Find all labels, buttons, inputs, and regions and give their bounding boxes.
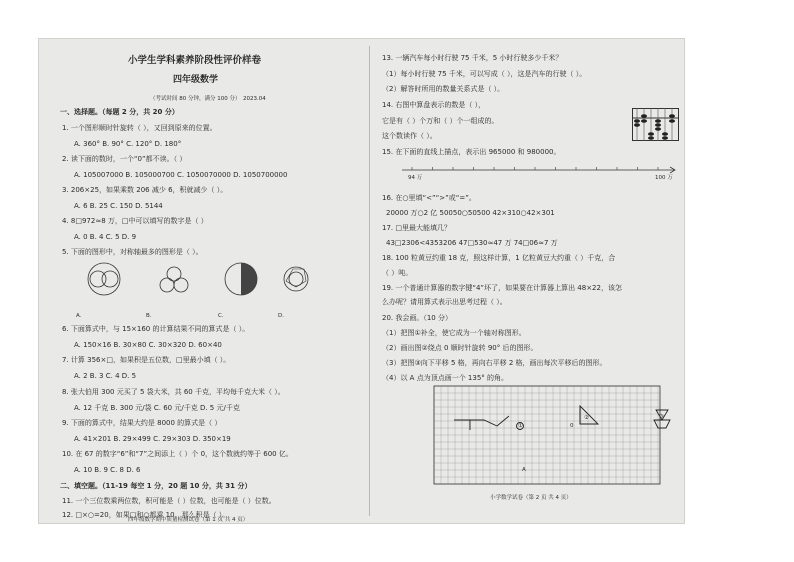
question-text: 2. 读下面的数时，一个“0”都不读。（ ） — [62, 155, 187, 163]
question-text: 19. 一个普通计算器的数字键“4”坏了，如果要在计算器上算出 48×22，该怎 — [382, 284, 622, 292]
question-text: （1）每小时行驶 75 千米，可以写成（ ），这是汽车的行驶（ ）。 — [382, 70, 587, 78]
question-text: 1. 一个图形顺时针旋转（ ），又回到原来的位置。 — [62, 124, 217, 132]
left-page: 小学生学科素养阶段性评价样卷 四年级数学 （考试时间 80 分钟，满分 100 分） 2023.04 一、选择题。（每题 2 分，共 20 分） 1. 一个图形顺时针旋转（ ），又回到原来的位置。 A. 360° B. 90° C. 120° D. 180° 2. 读下面的数时，一个“0”都不读。（ ） A. 105007000 B. 105000700 C. 1050070000 D. 1050700000 3. 206×25，如果乘数 206 减少 6，积就减少（ ）。 A. 6 B. 25 C. 150 D. 5144 4. 8□972≈8 万，□中可以填写的数字是（ ） A. 0 B. 4 C. 5 D. 9 5. 下面的图形中，对称轴最多的图形是（ ）。 A. B. C. D. 6. 下面算式中，与 15×160 的计算结果不同的算式是（ ）。 A. 150×16 B. 30×80 C. 30×320 D. 60×40 7. 计算 356×□，如果积是五位数，□里最小填（ ）。 A. 2 B. 3 C. 4 D. 5 8. 张大伯用 300 元买了 5 袋大米，共 60 千克，平均每千克大米（ ）。 A. 12 千克 B. 300 元/袋 C. 60 元/千克 D. 5 元/千克 9. 下面的算式中，结果大约是 8000 的算式是（ ） A. 41×201 B. 29×499 C. 29×303 D. 350×19 10. 在 67 的数字“6”和“7”之间添上（ ）个 0，这个数就约等于 600 亿。 A. 10 B. 9 C. 8 D. 6 二、填空题。（11-19 每空 1 分，20 题 10 分，共 31 分） 11. 一个三位数乘两位数，积可能是（ ）位数，也可能是（ ）位数。 12. □×○=20，如果□和○都乘 10，那么积是（ ）。 — [38, 38, 368, 524]
exam-info: （考试时间 80 分钟，满分 100 分） — [150, 96, 241, 102]
question-text: 3. 206×25，如果乘数 206 减少 6，积就减少（ ）。 — [62, 186, 228, 194]
exam-subtitle: 四年级数学 — [173, 75, 219, 85]
question-text: （1）把图①补全，使它成为一个轴对称图形。 — [382, 329, 526, 337]
question-text: 13. 一辆汽车每小时行驶 75 千米，5 小时行驶多少千米？ — [382, 54, 563, 62]
question-options: A. 360° B. 90° C. 120° D. 180° — [74, 140, 182, 148]
question-text: 它是有（ ）个万和（ ）个一组成的。 — [382, 117, 499, 125]
question-text: 7. 计算 356×□，如果积是五位数，□里最小填（ ）。 — [62, 356, 231, 364]
scanned-exam-sheet — [38, 38, 685, 524]
question-options: A. 41×201 B. 29×499 C. 29×303 D. 350×19 — [74, 435, 231, 443]
question-text: （2）解答时所用的数量关系式是（ ）。 — [382, 85, 505, 93]
question-options: A. 2 B. 3 C. 4 D. 5 — [74, 372, 137, 380]
question-text: 20. 我会画。（10 分） — [382, 314, 452, 322]
question-options: A. 150×16 B. 30×80 C. 30×320 D. 60×40 — [74, 341, 222, 349]
right-footer: 小学数学试卷（第 2 页 共 4 页） — [490, 495, 572, 501]
exam-title: 小学生学科素养阶段性评价样卷 — [128, 55, 262, 66]
question-options: A. 0 B. 4 C. 5 D. 9 — [74, 233, 137, 241]
question-text: 这个数读作（ ）。 — [382, 132, 437, 140]
question-text: 20000 万○2 亿 50050○50500 42×310○42×301 — [386, 209, 555, 217]
drawing-grid — [372, 38, 685, 524]
question-options: A. 12 千克 B. 300 元/袋 C. 60 元/千克 D. 5 元/千克 — [74, 404, 240, 412]
section-heading: 一、选择题。（每题 2 分，共 20 分） — [60, 108, 179, 116]
question-text: 10. 在 67 的数字“6”和“7”之间添上（ ）个 0，这个数就约等于 600 亿。 — [62, 450, 293, 458]
question-text: （3）把图③向下平移 5 格，再向右平移 2 格，画出每次平移后的图形。 — [382, 359, 607, 367]
exam-date: 2023.04 — [243, 96, 266, 102]
question-text: 6. 下面算式中，与 15×160 的计算结果不同的算式是（ ）。 — [62, 325, 250, 333]
question-text: 14. 右图中算盘表示的数是（ ）， — [382, 101, 486, 109]
left-footer: 四年级数学期中质量检测试卷（第 1 页 共 4 页） — [128, 517, 249, 523]
question-text: 18. 100 粒黄豆约重 18 克，照这样计算，1 亿粒黄豆大约重（ ）千克，合 — [382, 254, 616, 262]
point-a-label: A — [522, 467, 526, 473]
question-text: 11. 一个三位数乘两位数，积可能是（ ）位数，也可能是（ ）位数。 — [62, 497, 276, 505]
right-page — [372, 38, 685, 524]
question-text: 么办呢？请用算式表示出思考过程（ ）。 — [382, 298, 507, 306]
question-options: A. 10 B. 9 C. 8 D. 6 — [74, 466, 141, 474]
question-text: 43□2306<4353206 47□530≈47 万 74□06≈7 万 — [386, 239, 558, 247]
shape-1-label: ① — [518, 423, 523, 429]
question-text: 15. 在下面的直线上描点，表示出 965000 和 980000。 — [382, 148, 561, 156]
question-text: 17. □里最大能填几？ — [382, 224, 451, 232]
section-heading: 二、填空题。（11-19 每空 1 分，20 题 10 分，共 31 分） — [60, 482, 252, 490]
question-text: （4）以 A 点为顶点画一个 135° 的角。 — [382, 374, 509, 382]
question-text: 4. 8□972≈8 万，□中可以填写的数字是（ ） — [62, 217, 208, 225]
question-text: 12. □×○=20，如果□和○都乘 10，那么积是（ ）。 — [62, 511, 230, 519]
question-text: 9. 下面的算式中，结果大约是 8000 的算式是（ ） — [62, 419, 222, 427]
question-text: 5. 下面的图形中，对称轴最多的图形是（ ）。 — [62, 248, 203, 256]
shape-2-label: ② — [584, 415, 589, 421]
question-text: 8. 张大伯用 300 元买了 5 袋大米，共 60 千克，平均每千克大米（ ）。 — [62, 388, 285, 396]
shape-3-label: ③ — [659, 414, 664, 420]
number-line-end: 100 万 — [655, 175, 673, 181]
question-text: 16. 在○里填“<”“>”或“=”。 — [382, 194, 476, 202]
question-text: （ ）吨。 — [382, 269, 413, 277]
point-o-label: 0 — [570, 423, 574, 429]
number-line-start: 94 万 — [408, 175, 423, 181]
question-options: A. 105007000 B. 105000700 C. 1050070000 D. 1050700000 — [74, 171, 288, 179]
question-text: （2）画出图②绕点 0 顺时针旋转 90° 后的图形。 — [382, 344, 538, 352]
question-options: A. 6 B. 25 C. 150 D. 5144 — [74, 202, 163, 210]
page-divider — [369, 46, 370, 516]
